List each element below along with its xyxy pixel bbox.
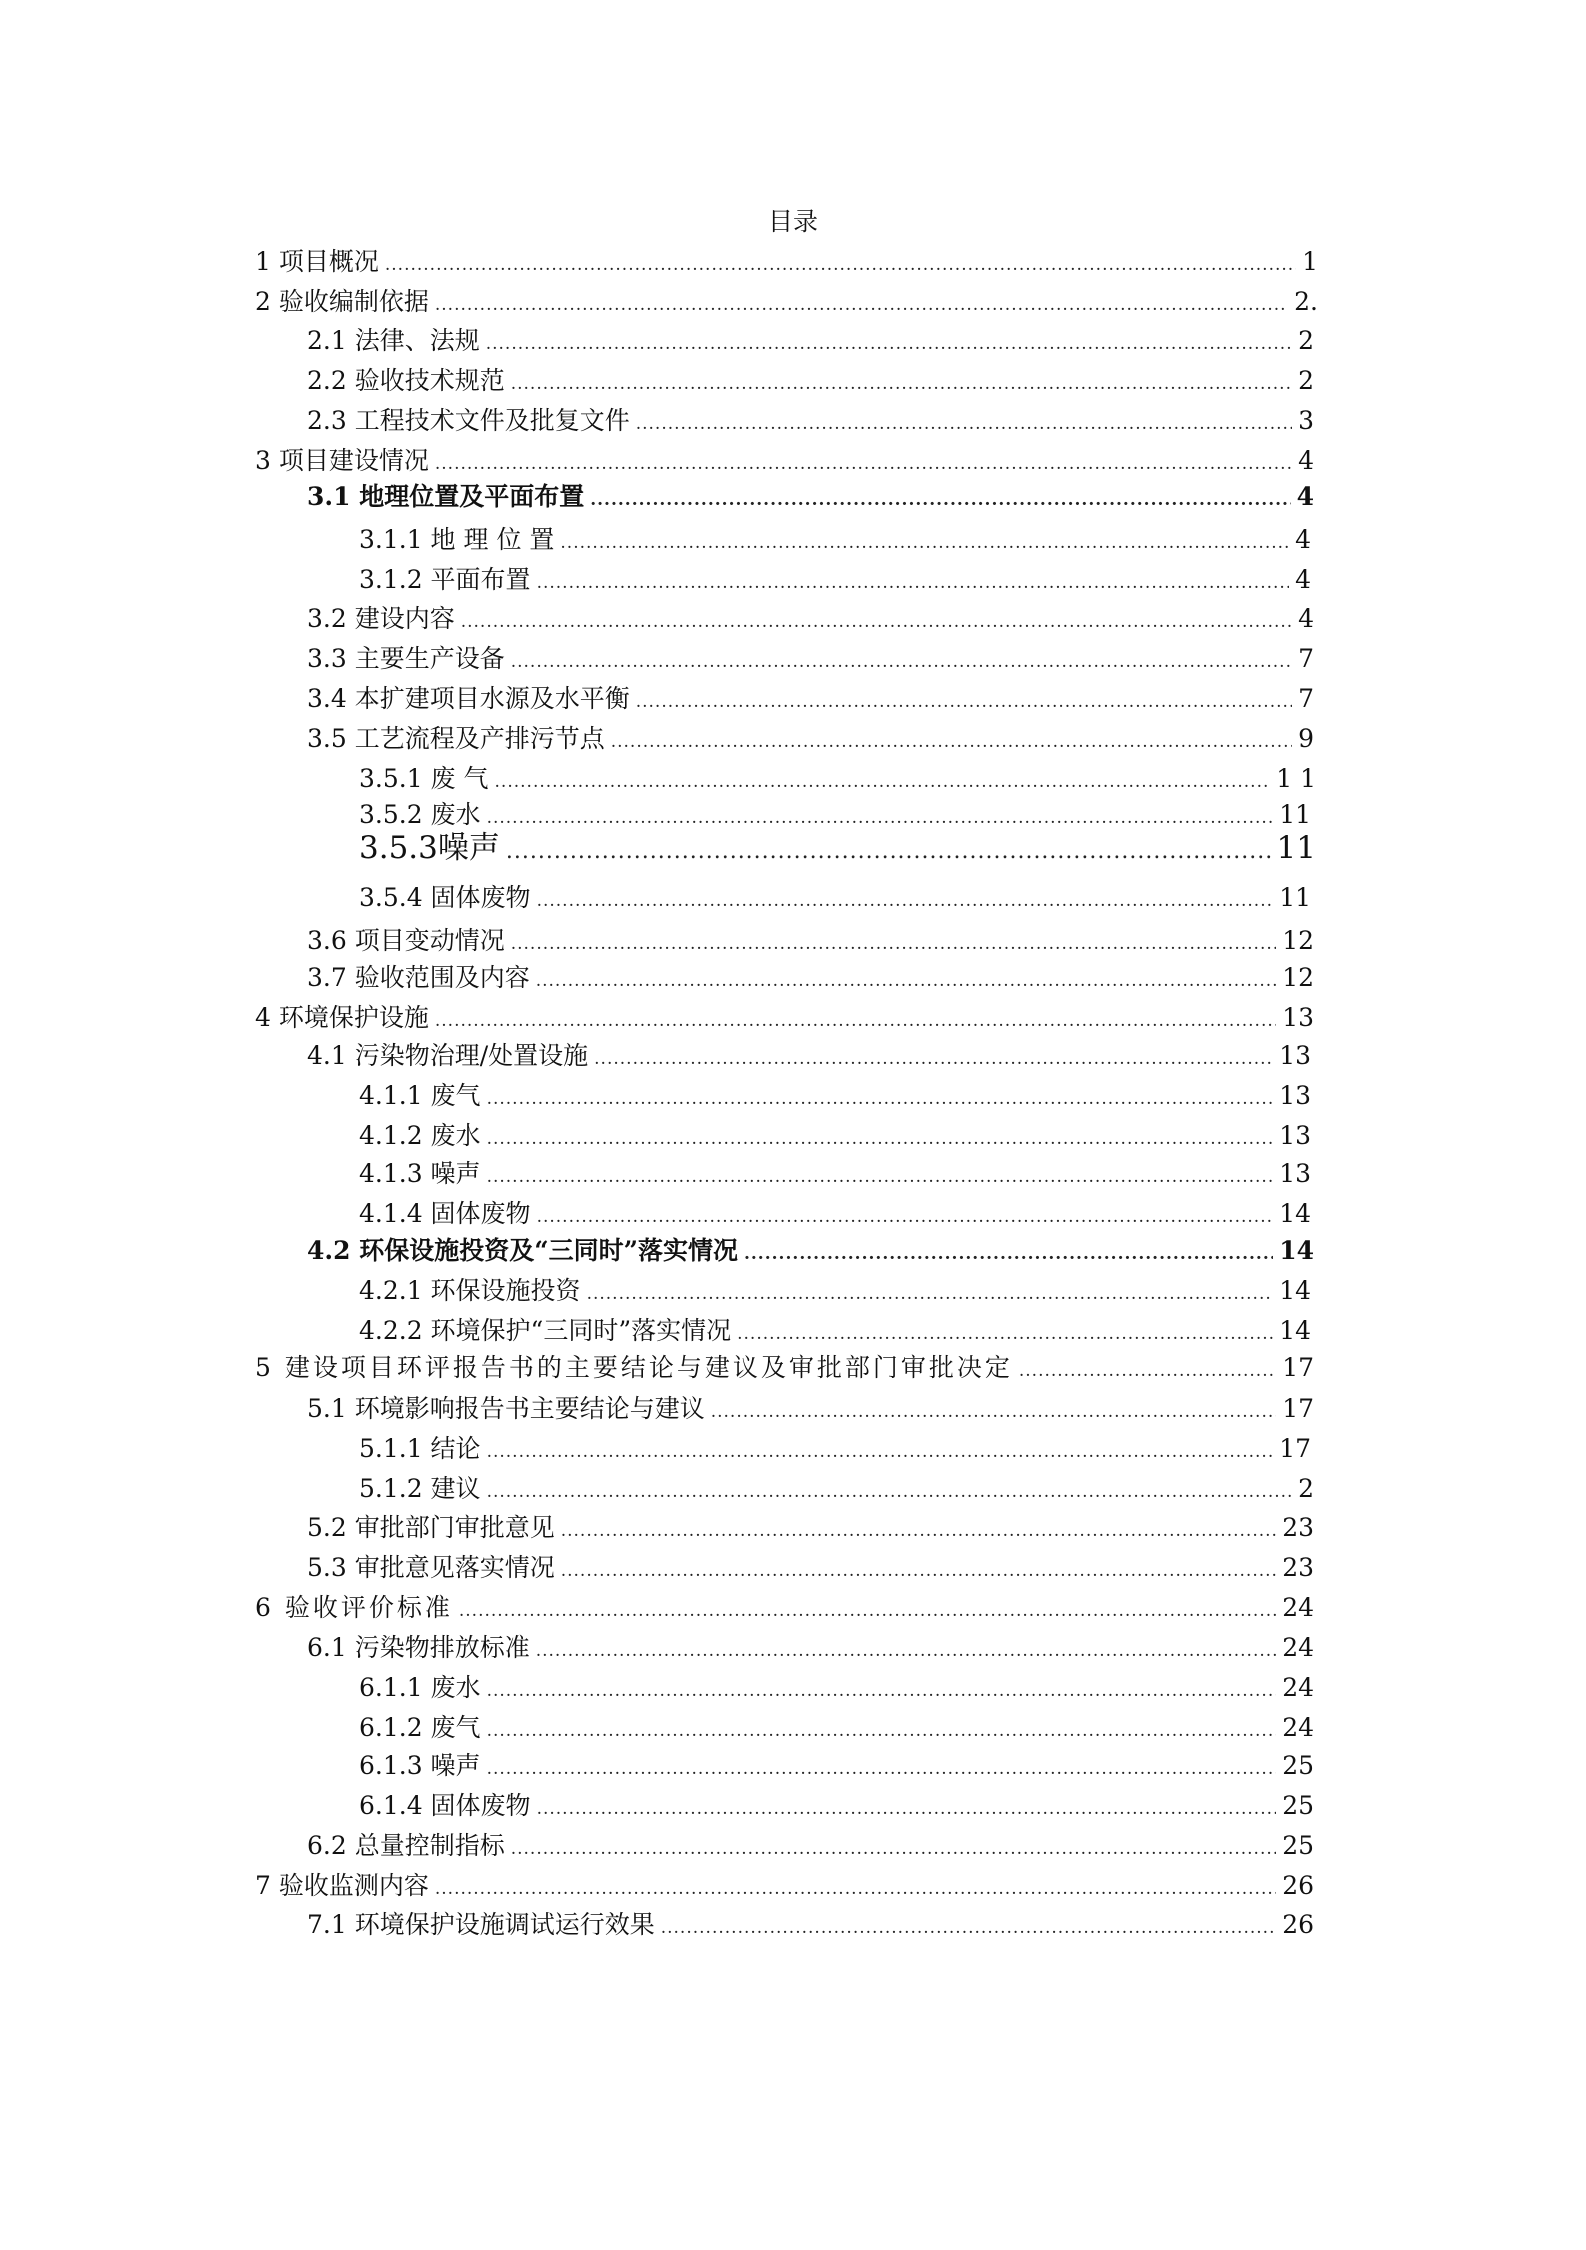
toc-entry[interactable] [307,403,1314,442]
toc-entry-label: 3.3 主要生产设备 [307,644,505,673]
toc-title: 目录 [767,207,818,236]
toc-entry[interactable] [359,1196,1311,1235]
toc-entry[interactable] [359,562,1311,601]
toc-leader-dots [711,1394,1276,1430]
toc-entry-page-number: 17 [1282,1394,1314,1423]
toc-entry[interactable] [359,1273,1311,1312]
toc-entry-page-number: 4 [1295,525,1311,554]
toc-entry-page-number: 13 [1279,1081,1311,1110]
toc-entry-page-number: 13 [1279,1121,1311,1150]
toc-leader-dots [435,446,1292,482]
toc-leader-dots [487,1713,1277,1749]
toc-leader-dots [611,724,1292,760]
toc-entry[interactable] [307,1550,1314,1589]
toc-entry-page-number: 12 [1282,926,1314,955]
toc-entry-label: 3.5.1 废 气 [359,764,489,793]
toc-entry-page-number: 2 [1298,1474,1314,1503]
toc-entry-label: 2.1 法律、法规 [307,326,480,355]
toc-entry[interactable] [307,1510,1314,1549]
toc-leader-dots [561,1553,1276,1589]
toc-entry[interactable] [255,1868,1314,1907]
toc-entry-label: 6.1 污染物排放标准 [307,1633,530,1662]
toc-entry-label: 4.1.4 固体废物 [359,1199,531,1228]
toc-entry[interactable] [307,323,1314,362]
toc-leader-dots [536,1633,1276,1669]
toc-entry-label: 4.1 污染物治理/处置设施 [307,1041,589,1070]
toc-entry-label: 6.1.4 固体废物 [359,1791,531,1820]
toc-entry[interactable] [307,363,1314,402]
toc-entry[interactable] [307,1038,1311,1077]
toc-entry[interactable] [307,641,1314,680]
toc-entry-page-number: 24 [1282,1593,1314,1622]
toc-entry-page-number: 17 [1279,1434,1311,1463]
toc-entry[interactable] [307,479,1314,518]
toc-entry-label: 5.3 审批意见落实情况 [307,1553,555,1582]
toc-entry-page-number: 26 [1282,1871,1314,1900]
toc-entry-label: 5.1.1 结论 [359,1434,481,1463]
toc-entry-page-number: 9 [1298,724,1314,753]
toc-leader-dots [487,1121,1274,1157]
toc-entry-page-number: 4 [1295,565,1311,594]
toc-entry-page-number: 11 [1279,800,1311,829]
toc-leader-dots [536,963,1276,999]
toc-entry-label: 3.5 工艺流程及产排污节点 [307,724,605,753]
toc-entry-label: 6.1.1 废水 [359,1673,481,1702]
toc-entry-label: 5 建设项目环评报告书的主要结论与建议及审批部门审批决定 [255,1353,1013,1382]
toc-leader-dots [590,482,1290,518]
toc-entry-page-number: 1 [1302,247,1318,276]
toc-entry-page-number: 13 [1279,1041,1311,1070]
toc-entry-label: 2.3 工程技术文件及批复文件 [307,406,630,435]
toc-entry-page-number: 14 [1279,1199,1311,1228]
toc-leader-dots [487,1159,1274,1195]
toc-entry-label: 4.2.2 环境保护“三同时”落实情况 [359,1316,732,1345]
toc-leader-dots [537,565,1290,601]
toc-leader-dots [487,1081,1274,1117]
toc-leader-dots [511,1831,1276,1867]
toc-entry-label: 5.1 环境影响报告书主要结论与建议 [307,1394,705,1423]
toc-leader-dots [661,1910,1276,1946]
toc-entry-page-number: 14 [1279,1276,1311,1305]
toc-entry-label: 4.1.1 废气 [359,1081,481,1110]
toc-leader-dots [636,406,1292,442]
toc-entry-label: 3.1 地理位置及平面布置 [307,482,585,511]
toc-entry-page-number: 13 [1282,1003,1314,1032]
toc-entry-label: 6.1.2 废气 [359,1713,481,1742]
toc-entry[interactable] [359,1078,1311,1117]
toc-entry-page-number: 23 [1282,1553,1314,1582]
toc-leader-dots [435,1871,1276,1907]
toc-entry[interactable] [359,1471,1314,1510]
toc-entry-label: 4.1.2 废水 [359,1121,481,1150]
toc-entry[interactable] [359,1748,1314,1787]
toc-leader-dots [435,287,1288,323]
toc-leader-dots [537,1791,1277,1827]
toc-entry-label: 4.2 环保设施投资及“三同时”落实情况 [307,1236,738,1265]
toc-leader-dots [495,764,1271,800]
toc-entry[interactable] [255,1590,1314,1629]
toc-leader-dots [1019,1353,1276,1389]
toc-entry[interactable] [359,1788,1314,1827]
toc-entry-label: 3.4 本扩建项目水源及水平衡 [307,684,630,713]
toc-entry-page-number: 25 [1282,1791,1314,1820]
toc-entry-page-number: 7 [1298,644,1314,673]
toc-entry-page-number: 11 [1276,830,1316,866]
toc-entry-page-number: 11 [1279,883,1311,912]
toc-entry-page-number: 14 [1279,1236,1314,1265]
toc-leader-dots [487,1434,1274,1470]
toc-entry[interactable] [359,1156,1311,1195]
toc-leader-dots [587,1276,1274,1312]
toc-entry[interactable] [255,284,1318,323]
toc-entry[interactable] [255,443,1314,482]
toc-entry[interactable] [359,761,1316,800]
toc-entry-page-number: 3 [1298,406,1314,435]
toc-leader-dots [636,684,1292,720]
toc-leader-dots [561,1513,1276,1549]
toc-entry[interactable] [307,1233,1314,1272]
toc-leader-dots [435,1003,1276,1039]
toc-leader-dots [737,1316,1273,1352]
toc-entry-page-number: 17 [1282,1353,1314,1382]
toc-entry[interactable] [359,1710,1314,1749]
toc-entry[interactable] [307,721,1314,760]
toc-entry[interactable] [307,1391,1314,1430]
toc-entry-page-number: 12 [1282,963,1314,992]
toc-leader-dots [385,247,1296,283]
toc-entry-page-number: 24 [1282,1633,1314,1662]
toc-entry[interactable] [255,1000,1314,1039]
toc-entry[interactable] [307,923,1314,962]
toc-leader-dots [459,1593,1276,1629]
toc-entry-page-number: 2 [1298,366,1314,395]
toc-entry-page-number: 26 [1282,1910,1314,1939]
toc-entry[interactable] [359,1431,1311,1470]
toc-entry-page-number: 13 [1279,1159,1311,1188]
toc-entry-page-number: 2. [1294,287,1318,316]
toc-entry[interactable] [359,1118,1311,1157]
toc-entry-label: 5.1.2 建议 [359,1474,481,1503]
toc-entry[interactable] [359,880,1311,919]
toc-leader-dots [511,926,1276,962]
toc-entry-label: 1 项目概况 [255,247,379,276]
toc-entry-label: 3.7 验收范围及内容 [307,963,530,992]
toc-entry-page-number: 7 [1298,684,1314,713]
toc-leader-dots [487,1751,1277,1787]
toc-entry[interactable] [359,522,1311,561]
toc-entry-label: 3.1.1 地 理 位 置 [359,525,555,554]
toc-entry-label: 3.6 项目变动情况 [307,926,505,955]
toc-entry[interactable] [307,1630,1314,1669]
toc-entry[interactable] [359,1670,1314,1709]
toc-entry-page-number: 23 [1282,1513,1314,1542]
toc-leader-dots [461,604,1292,640]
toc-entry-page-number: 1 1 [1276,764,1316,793]
toc-leader-dots [537,883,1274,919]
toc-entry-page-number: 24 [1282,1713,1314,1742]
toc-entry-label: 6.1.3 噪声 [359,1751,481,1780]
toc-entry-label: 2 验收编制依据 [255,287,429,316]
toc-entry-page-number: 14 [1279,1316,1311,1345]
toc-entry[interactable] [307,601,1314,640]
toc-entry-label: 7 验收监测内容 [255,1871,429,1900]
toc-entry[interactable] [307,1828,1314,1867]
toc-entry-page-number: 2 [1298,326,1314,355]
toc-entry-page-number: 24 [1282,1673,1314,1702]
toc-entry[interactable] [359,1313,1311,1352]
toc-entry[interactable] [307,1907,1314,1946]
toc-leader-dots [744,1236,1273,1272]
toc-entry-label: 3.5.4 固体废物 [359,883,531,912]
toc-entry-label: 3.2 建设内容 [307,604,455,633]
toc-leader-dots [511,366,1292,402]
toc-entry-label: 2.2 验收技术规范 [307,366,505,395]
toc-entry-page-number: 4 [1298,604,1314,633]
toc-entry-label: 3.5.2 废水 [359,800,481,829]
toc-entry-label: 7.1 环境保护设施调试运行效果 [307,1910,655,1939]
toc-entry-label: 3 项目建设情况 [255,446,429,475]
toc-entry-label: 4.2.1 环保设施投资 [359,1276,581,1305]
toc-leader-dots [487,1474,1293,1510]
toc-leader-dots [594,1041,1273,1077]
toc-leader-dots [506,834,1271,870]
toc-entry-page-number: 4 [1296,482,1314,511]
toc-leader-dots [487,1673,1277,1709]
toc-entry-label: 3.1.2 平面布置 [359,565,531,594]
toc-entry-page-number: 4 [1298,446,1314,475]
toc-entry[interactable] [307,681,1314,720]
toc-entry-page-number: 25 [1282,1831,1314,1860]
toc-leader-dots [537,1199,1274,1235]
toc-entry-label: 6.2 总量控制指标 [307,1831,505,1860]
toc-entry-page-number: 25 [1282,1751,1314,1780]
toc-entry-label: 4 环境保护设施 [255,1003,429,1032]
toc-entry-label: 3.5.3噪声 [359,830,500,866]
toc-entry[interactable] [255,1350,1314,1389]
toc-leader-dots [560,525,1289,561]
toc-leader-dots [486,326,1292,362]
toc-entry[interactable] [255,244,1318,283]
toc-entry[interactable] [307,960,1314,999]
toc-leader-dots [511,644,1292,680]
toc-entry-label: 5.2 审批部门审批意见 [307,1513,555,1542]
toc-entry-label: 4.1.3 噪声 [359,1159,481,1188]
toc-entry[interactable] [359,830,1316,870]
toc-entry-label: 6 验收评价标准 [255,1593,453,1622]
